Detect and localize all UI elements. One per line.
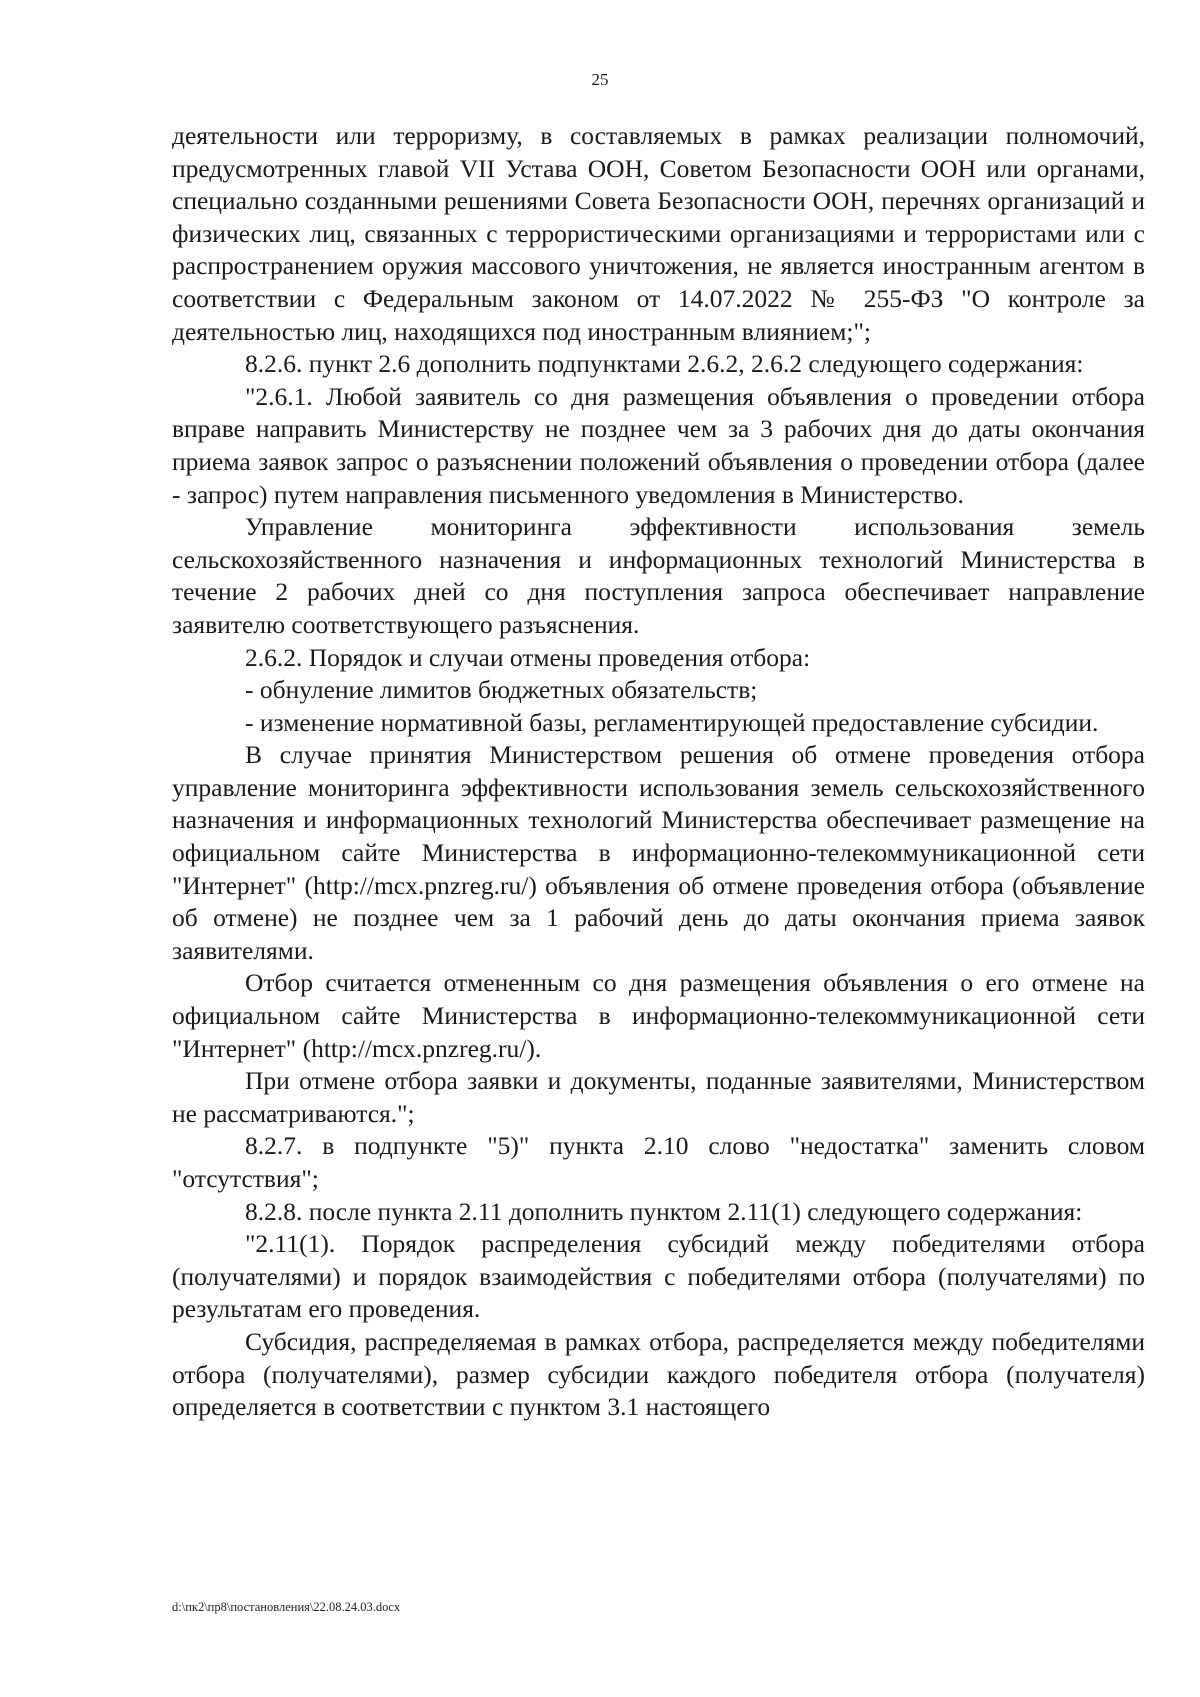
paragraph-2-6-2: 2.6.2. Порядок и случаи отмены проведения отбора:: [245, 642, 811, 672]
list-item-limits: - обнуление лимитов бюджетных обязательств;: [245, 675, 758, 705]
list-item-normative-base: - изменение нормативной базы, регламентирующей предоставление субсидии.: [245, 707, 1099, 737]
paragraph-2-6-1: "2.6.1. Любой заявитель со дня размещения объявления о проведении отбора вправе направить Министерству не позднее чем за 3 рабочих дня до даты окончания приема заявок запрос о разъяснении положений объявления о проведении отбора (далее - запрос) путем направления письменного уведомления в Министерство.: [172, 381, 1145, 509]
footer-file-path: d:\пк2\пр8\постановления\22.08.24.03.docx: [172, 1600, 401, 1614]
paragraph-8-2-7: 8.2.7. в подпункте "5)" пункта 2.10 слово "недостатка" заменить словом "отсутствия";: [172, 1131, 1145, 1193]
paragraph-subsidy-distribution: Субсидия, распределяемая в рамках отбора, распределяется между победителями отбора (получателями), размер субсидии каждого победителя отбора (получателя) определяется в соответствии с пунктом 3.1 настоящего: [172, 1326, 1145, 1422]
page-number: 25: [591, 70, 609, 89]
paragraph-2-11-1: "2.11(1). Порядок распределения субсидий между победителями отбора (получателями) и порядок взаимодействия с победителями отбора (получателями) по результатам его проведения.: [172, 1229, 1145, 1324]
paragraph-8-2-6: 8.2.6. пункт 2.6 дополнить подпунктами 2.6.2, 2.6.2 следующего содержания:: [245, 349, 1084, 379]
paragraph-cancellation-decision: В случае принятия Министерством решения об отмене проведения отбора управление мониторинга эффективности использования земель сельскохозяйственного назначения и информационных технологий Министерства обеспечивает размещение на официальном сайте Министерства в информационно-телекоммуникационной сети "Интернет" (http://mcx.pnzreg.ru/) объявления об отмене проведения отбора (объявление об отмене) не позднее чем за 1 рабочий день до даты окончания приема заявок заявителями.: [172, 740, 1145, 965]
paragraph-management-clarification: Управление мониторинга эффективности использования земель сельскохозяйственного назначения и информационных технологий Министерства в течение 2 рабочих дней со дня поступления запроса обеспечивает направление заявителю соответствующего разъяснения.: [172, 512, 1145, 639]
paragraph-continuation: деятельности или терроризму, в составляемых в рамках реализации полномочий, предусмотренных главой VII Устава ООН, Советом Безопасности ООН или органами, специально созданными решениями Совета Безопасности ООН, перечнях организаций и физических лиц, связанных с террористическими организациями и террористами или с распространением оружия массового уничтожения, не является иностранным агентом в соответствии с Федеральным законом от 14.07.2022 № 255-ФЗ "О контроле за деятельностью лиц, находящихся под иностранным влиянием;";: [172, 121, 1145, 346]
paragraph-8-2-8: 8.2.8. после пункта 2.11 дополнить пунктом 2.11(1) следующего содержания:: [245, 1196, 1083, 1226]
document-body: [172, 120, 1145, 1424]
paragraph-cancellation-effective: Отбор считается отмененным со дня размещения объявления о его отмене на официальном сайте Министерства в информационно-телекоммуникационной сети "Интернет" (http://mcx.pnzreg.ru/).: [172, 968, 1145, 1063]
paragraph-applications-not-reviewed: При отмене отбора заявки и документы, поданные заявителями, Министерством не рассматриваются.";: [172, 1066, 1145, 1128]
